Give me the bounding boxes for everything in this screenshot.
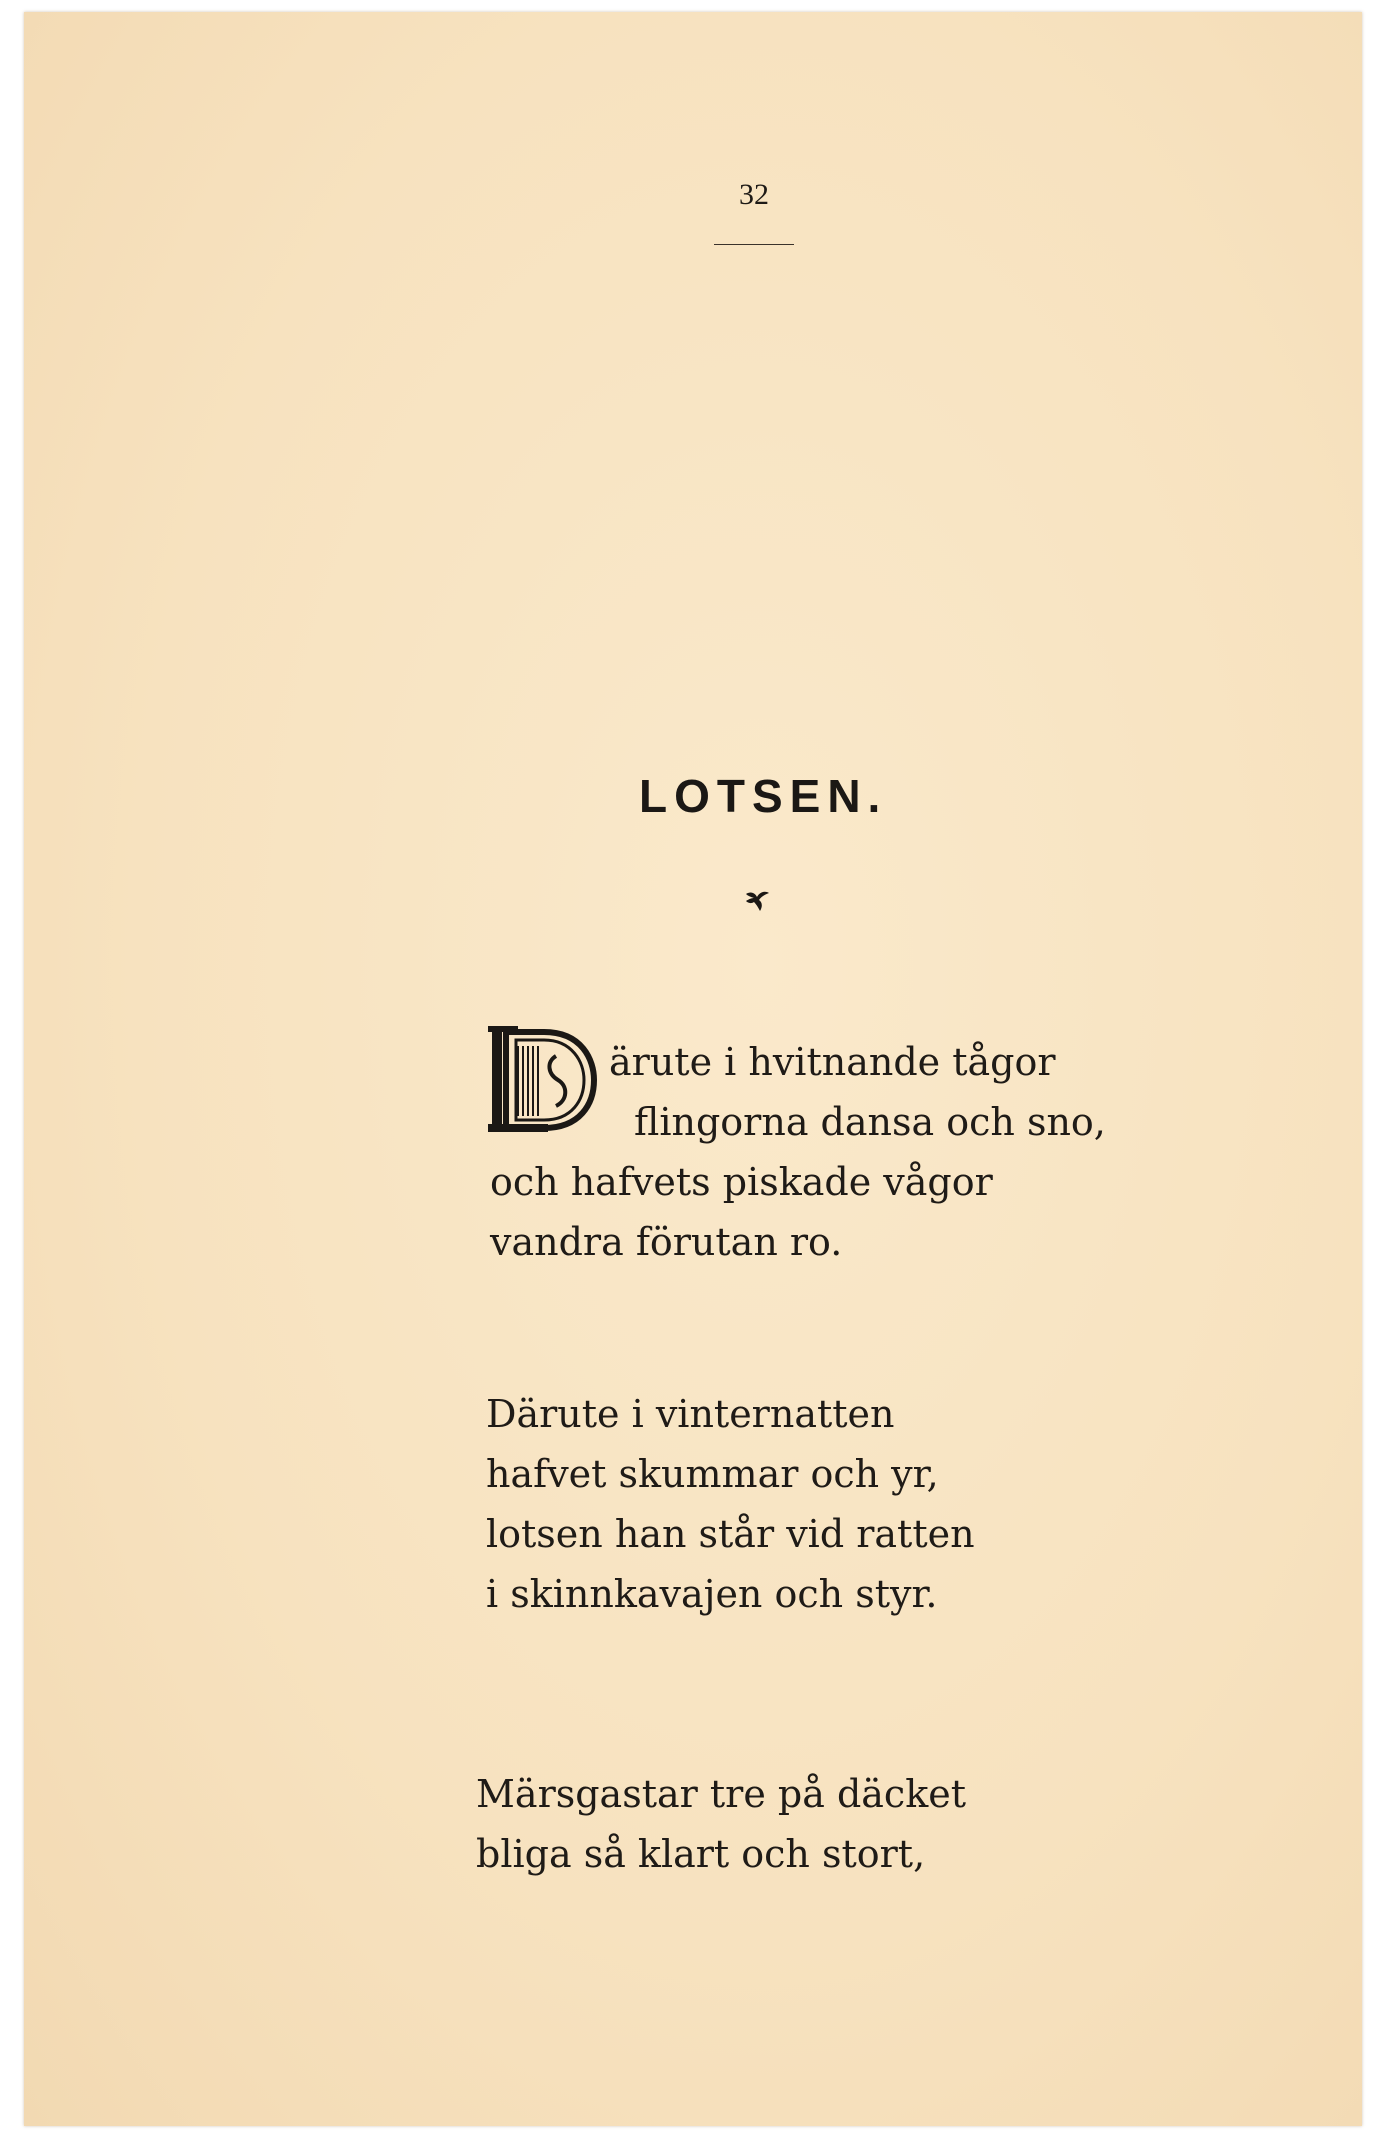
leaf-fleuron-icon bbox=[742, 884, 772, 914]
verse-line: i skinnkavajen och styr. bbox=[486, 1572, 938, 1616]
book-page bbox=[24, 12, 1362, 2126]
poem-title: LOTSEN. bbox=[639, 770, 888, 822]
stanza-2 bbox=[486, 1384, 975, 1624]
stanza-3 bbox=[476, 1764, 966, 1884]
verse-line: bliga så klart och stort, bbox=[476, 1832, 926, 1876]
verse-line: Därute i vinternatten bbox=[486, 1392, 895, 1436]
verse-line: och hafvets piskade vågor bbox=[490, 1160, 993, 1204]
stanza-1 bbox=[24, 1032, 1106, 1272]
verse-line: ärute i hvitnande tågor bbox=[609, 1040, 1056, 1084]
verse-line: lotsen han står vid ratten bbox=[486, 1512, 975, 1556]
verse-line: vandra förutan ro. bbox=[490, 1220, 843, 1264]
verse-line: flingorna dansa och sno, bbox=[634, 1100, 1106, 1144]
verse-line: Märsgastar tre på däcket bbox=[476, 1772, 966, 1816]
page-number: 32 bbox=[739, 178, 769, 211]
verse-line: hafvet skummar och yr, bbox=[486, 1452, 939, 1496]
page-number-rule bbox=[714, 244, 794, 245]
